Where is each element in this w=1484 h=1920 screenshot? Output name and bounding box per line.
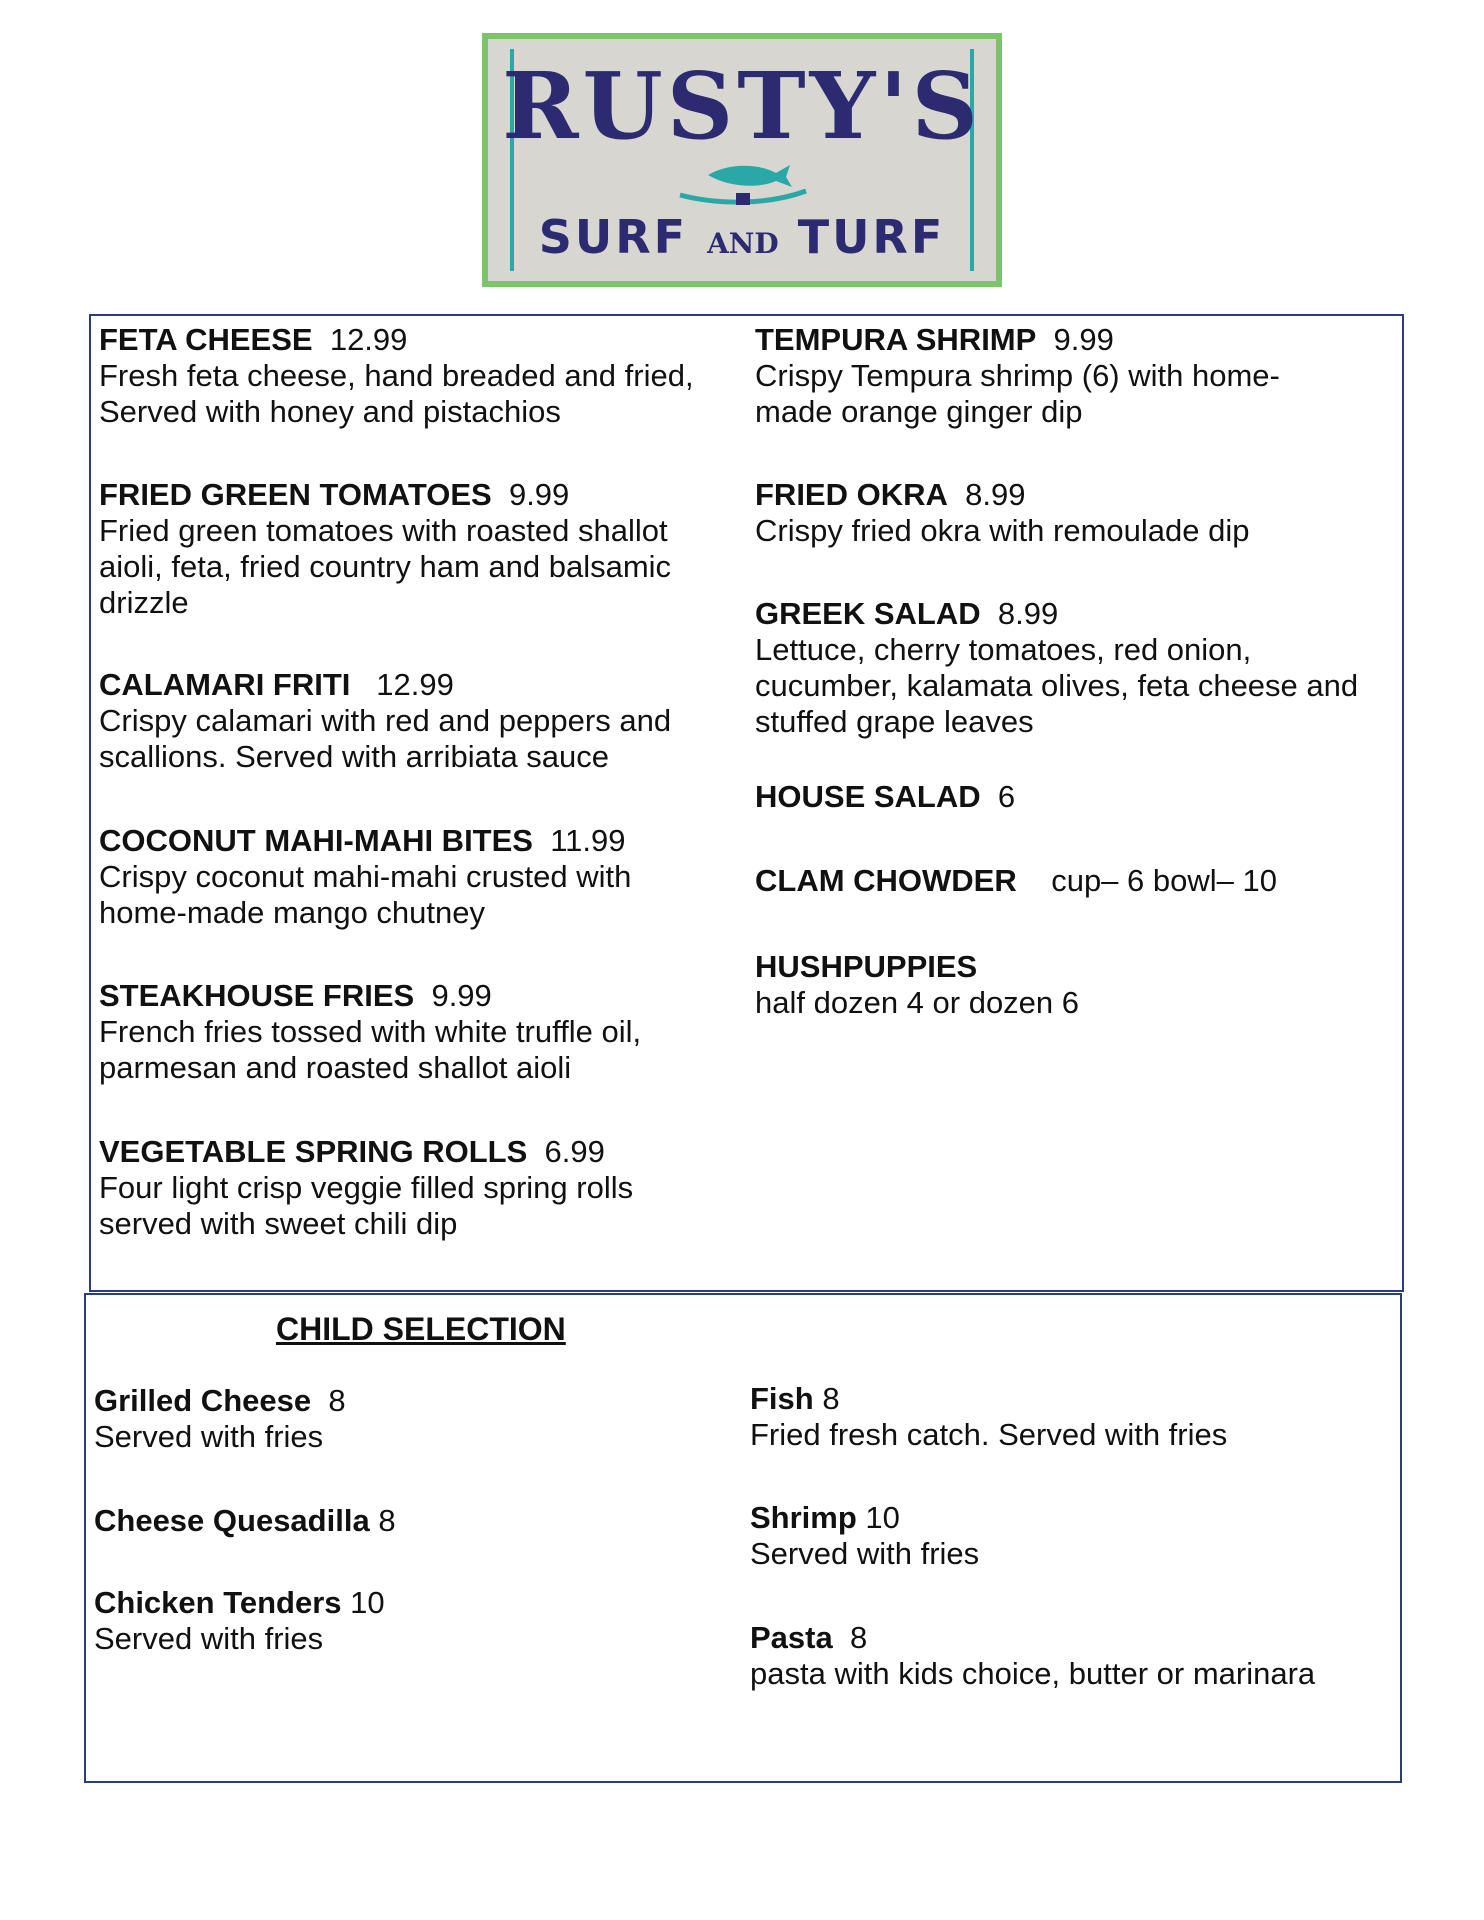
item-description: Crispy calamari with red and peppers and scallions. Served with arribiata sauce [99, 703, 672, 774]
item-price: 6.99 [544, 1134, 605, 1169]
item-name: HUSHPUPPIES [755, 949, 978, 984]
item-name: TEMPURA SHRIMP [755, 322, 1037, 357]
menu-item [99, 1134, 739, 1242]
item-description: Lettuce, cherry tomatoes, red onion, cucumber, kalamata olives, feta cheese and stuffed grape leaves [755, 632, 1359, 739]
menu-item [755, 949, 1400, 1021]
menu-item [99, 322, 739, 430]
item-description: Crispy coconut mahi-mahi crusted with home-made mango chutney [99, 859, 632, 930]
logo-sub-and: AND [707, 227, 779, 260]
item-name: FETA CHEESE [99, 322, 313, 357]
item-price: 6 [997, 779, 1016, 814]
item-price: 9.99 [508, 477, 570, 512]
item-description: French fries tossed with white truffle oil, parmesan and roasted shallot aioli [99, 1014, 642, 1085]
item-description: Crispy Tempura shrimp (6) with home- made orange ginger dip [755, 358, 1280, 429]
item-description: Served with fries [94, 1621, 324, 1656]
item-name: COCONUT MAHI-MAHI BITES [99, 823, 533, 858]
logo-title: RUSTY'S [502, 52, 982, 160]
menu-item [94, 1585, 734, 1657]
menu-item [755, 863, 1400, 899]
child-selection-section [84, 1293, 1402, 1783]
menu-item [94, 1383, 734, 1455]
menu-item [99, 667, 739, 775]
item-price: 8 [822, 1381, 840, 1416]
item-price: 12.99 [376, 667, 454, 702]
item-price: 8 [378, 1503, 396, 1538]
item-name: Fish [750, 1381, 814, 1416]
item-name: VEGETABLE SPRING ROLLS [99, 1134, 528, 1169]
menu-item [750, 1500, 1395, 1572]
item-name: CALAMARI FRITI [99, 667, 351, 702]
restaurant-logo [482, 33, 1002, 287]
item-price: 10 [865, 1500, 900, 1535]
item-name: CLAM CHOWDER [755, 863, 1017, 898]
item-price: 9.99 [431, 978, 492, 1013]
appetizers-section [89, 314, 1404, 1292]
menu-item [750, 1381, 1395, 1453]
item-name: FRIED OKRA [755, 477, 948, 512]
menu-item [99, 978, 739, 1086]
logo-sub-turf: TURF [797, 210, 946, 264]
item-description: Served with fries [750, 1536, 980, 1571]
item-price: 8.99 [965, 477, 1026, 512]
item-description: Four light crisp veggie filled spring rolls served with sweet chili dip [99, 1170, 634, 1241]
menu-item [94, 1503, 734, 1539]
item-price: 12.99 [329, 322, 408, 357]
child-section-title: CHILD SELECTION [276, 1311, 566, 1347]
item-name: Shrimp [750, 1500, 857, 1535]
menu-item [99, 477, 739, 621]
item-name: FRIED GREEN TOMATOES [99, 477, 492, 512]
item-description: half dozen 4 or dozen 6 [755, 985, 1080, 1020]
logo-panel [488, 39, 996, 281]
fish-icon [678, 157, 808, 207]
item-name: GREEK SALAD [755, 596, 981, 631]
item-description: pasta with kids choice, butter or marinara [750, 1656, 1316, 1691]
menu-item [755, 322, 1400, 430]
item-name: Grilled Cheese [94, 1383, 312, 1418]
item-price: 9.99 [1053, 322, 1114, 357]
item-price: 11.99 [550, 823, 626, 858]
item-name: Chicken Tenders [94, 1585, 342, 1620]
item-price: 8.99 [997, 596, 1059, 631]
item-price: cup– 6 bowl– 10 [1051, 863, 1277, 898]
item-price: 10 [350, 1585, 385, 1620]
logo-subtitle [488, 209, 996, 272]
item-description: Served with fries [94, 1419, 324, 1454]
item-description: Fried fresh catch. Served with fries [750, 1417, 1228, 1452]
menu-item [755, 596, 1400, 740]
item-price: 8 [328, 1383, 346, 1418]
menu-item [750, 1620, 1395, 1692]
item-price: 8 [849, 1620, 868, 1655]
item-name: Pasta [750, 1620, 833, 1655]
menu-item [99, 823, 739, 931]
item-name: STEAKHOUSE FRIES [99, 978, 415, 1013]
menu-item [755, 477, 1400, 549]
menu-item [755, 779, 1400, 815]
item-name: Cheese Quesadilla [94, 1503, 370, 1538]
item-description: Crispy fried okra with remoulade dip [755, 513, 1250, 548]
logo-sub-surf: SURF [538, 210, 689, 264]
item-description: Fresh feta cheese, hand breaded and fried, Served with honey and pistachios [99, 358, 694, 429]
item-description: Fried green tomatoes with roasted shallot aioli, feta, fried country ham and balsamic drizzle [99, 513, 672, 620]
item-name: HOUSE SALAD [755, 779, 981, 814]
